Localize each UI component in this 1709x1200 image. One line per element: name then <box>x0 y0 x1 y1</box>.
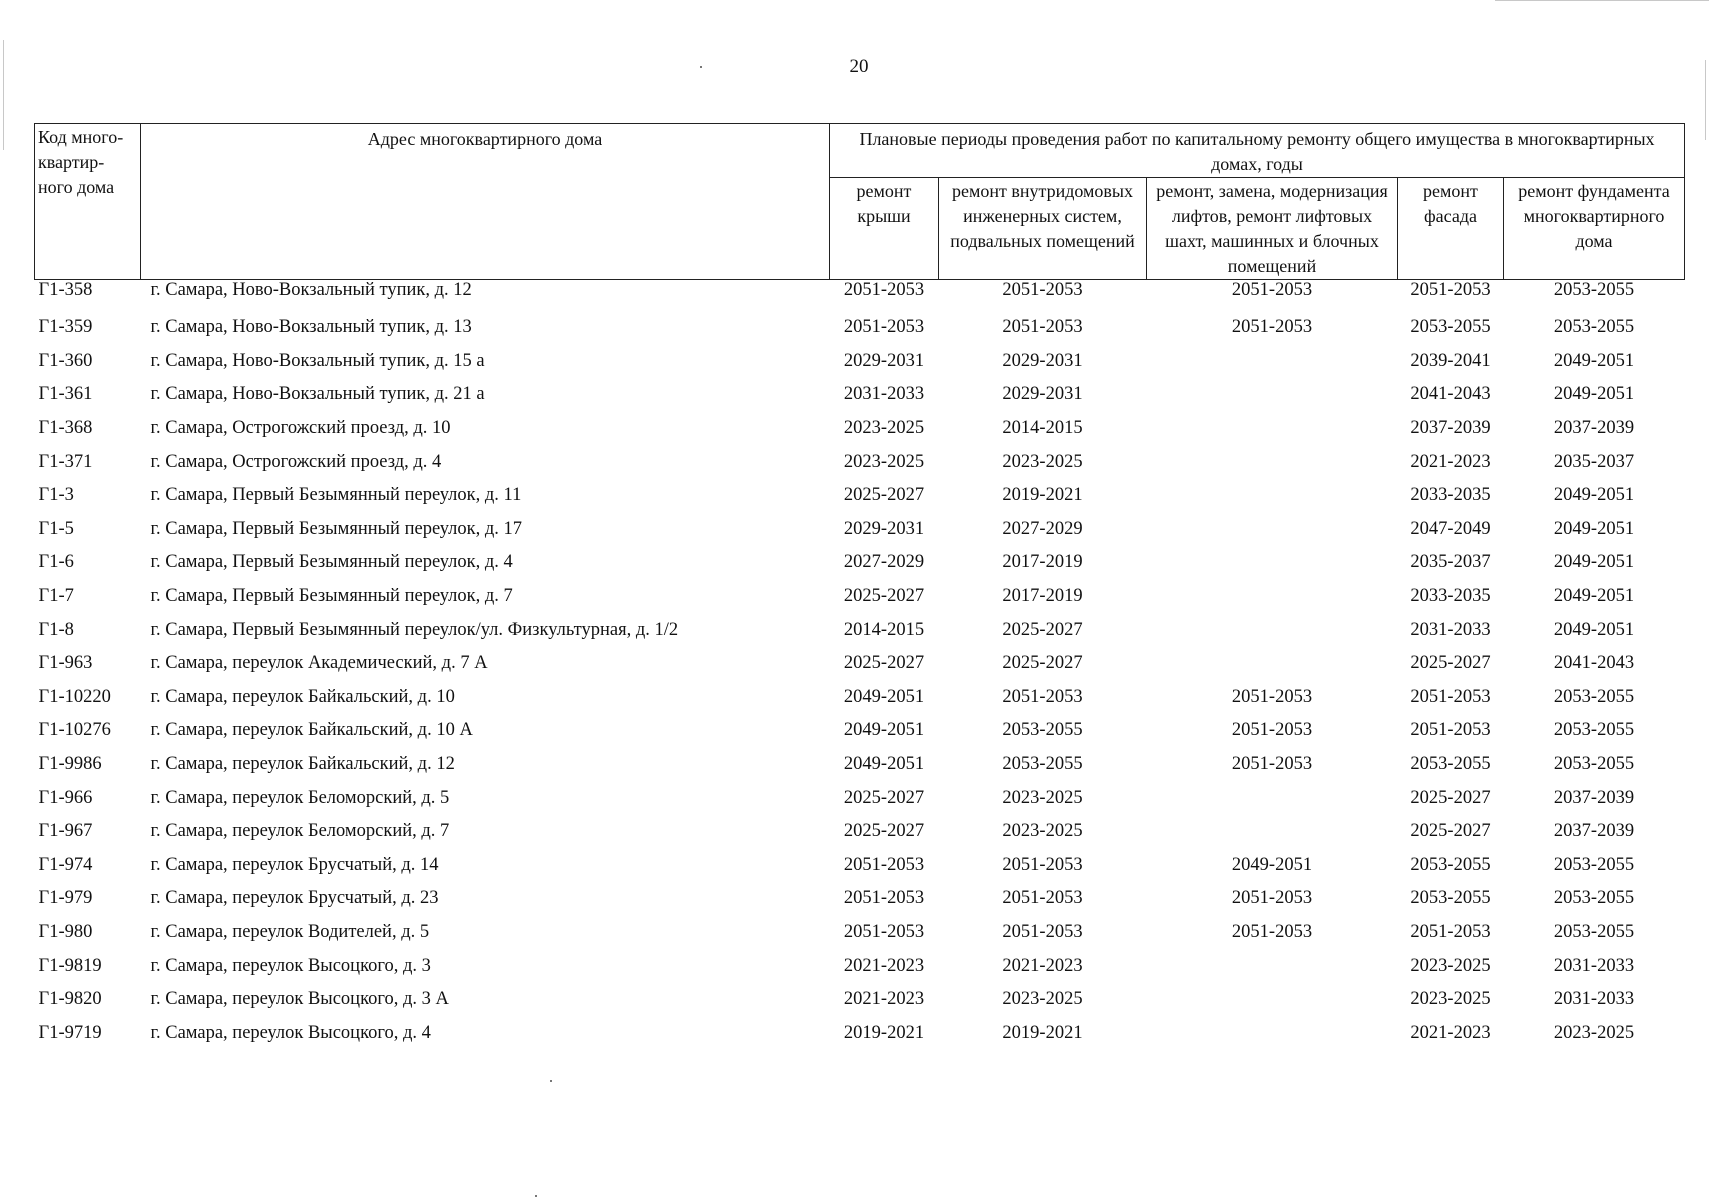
facade-period: 2051-2053 <box>1410 686 1491 707</box>
building-address: г. Самара, переулок Беломорский, д. 5 <box>150 787 450 808</box>
facade-period: 2031-2033 <box>1410 619 1491 640</box>
building-address: г. Самара, Первый Безымянный переулок/ул. Физкультурная, д. 1/2 <box>150 619 679 640</box>
elevators-period: 2051-2053 <box>1231 888 1313 909</box>
roof-period: 2019-2021 <box>843 1022 925 1043</box>
elevators-period: 2051-2053 <box>1231 317 1313 338</box>
table-row <box>35 983 1685 1017</box>
foundation-period: 2049-2051 <box>1553 350 1635 371</box>
building-code: Г1-9820 <box>38 989 102 1010</box>
roof-period: 2051-2053 <box>843 317 925 338</box>
engineering-period: 2051-2053 <box>1002 317 1083 338</box>
elevators-period <box>1147 580 1398 614</box>
table-row <box>35 681 1685 715</box>
building-address: г. Самара, Первый Безымянный переулок, д. 7 <box>150 586 513 607</box>
roof-period: 2014-2015 <box>843 619 925 640</box>
elevators-period <box>1147 445 1398 479</box>
building-code: Г1-360 <box>38 350 93 371</box>
foundation-period: 2049-2051 <box>1553 619 1635 640</box>
engineering-period: 2023-2025 <box>1002 451 1083 472</box>
building-address: г. Самара, Первый Безымянный переулок, д. 17 <box>150 518 523 539</box>
table-row <box>35 580 1685 614</box>
building-code: Г1-9986 <box>38 754 102 775</box>
building-code: Г1-359 <box>38 317 93 338</box>
building-code: Г1-358 <box>38 280 93 300</box>
elevators-period <box>1147 479 1398 513</box>
building-address: г. Самара, переулок Водителей, д. 5 <box>150 921 430 942</box>
facade-period: 2033-2035 <box>1410 586 1491 607</box>
table-row <box>35 513 1685 547</box>
building-address: г. Самара, переулок Байкальский, д. 10 <box>150 686 455 707</box>
roof-period: 2051-2053 <box>843 921 925 942</box>
building-code: Г1-10220 <box>38 686 111 707</box>
roof-period: 2049-2051 <box>843 754 925 775</box>
roof-period: 2029-2031 <box>843 350 925 371</box>
facade-period: 2053-2055 <box>1410 754 1491 775</box>
foundation-period: 2049-2051 <box>1553 552 1635 573</box>
facade-period: 2037-2039 <box>1410 418 1491 439</box>
engineering-period: 2029-2031 <box>1002 350 1083 371</box>
foundation-period: 2041-2043 <box>1553 653 1635 674</box>
column-header-address: Адрес многоквартирного дома <box>141 124 830 280</box>
engineering-period: 2014-2015 <box>1002 418 1083 439</box>
foundation-period: 2053-2055 <box>1553 686 1635 707</box>
engineering-period: 2019-2021 <box>1002 485 1083 506</box>
table-row <box>35 748 1685 782</box>
foundation-period: 2037-2039 <box>1553 787 1635 808</box>
engineering-period: 2051-2053 <box>1002 921 1083 942</box>
table-row <box>35 546 1685 580</box>
roof-period: 2049-2051 <box>843 720 925 741</box>
table-header <box>35 124 1685 280</box>
roof-period: 2051-2053 <box>843 280 925 300</box>
facade-period: 2051-2053 <box>1410 280 1491 300</box>
building-address: г. Самара, Ново-Вокзальный тупик, д. 21 а <box>150 384 485 405</box>
engineering-period: 2051-2053 <box>1002 686 1083 707</box>
roof-period: 2051-2053 <box>843 888 925 909</box>
elevators-period <box>1147 378 1398 412</box>
building-code: Г1-371 <box>38 451 93 472</box>
table-row <box>35 849 1685 883</box>
table-row <box>35 280 1685 312</box>
facade-period: 2053-2055 <box>1410 854 1491 875</box>
facade-period: 2051-2053 <box>1410 921 1491 942</box>
column-header-foundation: ремонт фундамента многоквартирного дома <box>1504 178 1685 280</box>
engineering-period: 2051-2053 <box>1002 854 1083 875</box>
table-row <box>35 647 1685 681</box>
elevators-period <box>1147 949 1398 983</box>
facade-period: 2035-2037 <box>1410 552 1491 573</box>
table-row <box>35 781 1685 815</box>
engineering-period: 2023-2025 <box>1002 787 1083 808</box>
engineering-period: 2019-2021 <box>1002 1022 1083 1043</box>
facade-period: 2021-2023 <box>1410 451 1491 472</box>
foundation-period: 2053-2055 <box>1553 888 1635 909</box>
elevators-period <box>1147 1016 1398 1050</box>
facade-period: 2047-2049 <box>1410 518 1491 539</box>
engineering-period: 2025-2027 <box>1002 619 1083 640</box>
building-code: Г1-974 <box>38 854 93 875</box>
elevators-period: 2051-2053 <box>1231 720 1313 741</box>
table-row <box>35 613 1685 647</box>
page-number: 20 <box>849 56 869 77</box>
scan-speck <box>535 1195 537 1197</box>
building-code: Г1-8 <box>38 619 74 640</box>
column-header-elevators: ремонт, замена, модернизация лифтов, ремонт лифтовых шахт, машинных и блочных помещений <box>1147 178 1398 280</box>
facade-period: 2039-2041 <box>1410 350 1491 371</box>
table-row <box>35 714 1685 748</box>
scan-edge-top-right <box>1495 0 1709 1</box>
building-code: Г1-5 <box>38 518 74 539</box>
building-code: Г1-980 <box>38 921 93 942</box>
engineering-period: 2053-2055 <box>1002 720 1083 741</box>
facade-period: 2053-2055 <box>1410 317 1491 338</box>
facade-period: 2025-2027 <box>1410 821 1491 842</box>
building-code: Г1-966 <box>38 787 93 808</box>
building-address: г. Самара, переулок Высоцкого, д. 3 А <box>150 989 449 1010</box>
table-row <box>35 445 1685 479</box>
foundation-period: 2049-2051 <box>1553 586 1635 607</box>
elevators-period <box>1147 345 1398 379</box>
elevators-period: 2051-2053 <box>1231 754 1313 775</box>
building-code: Г1-963 <box>38 653 93 674</box>
building-address: г. Самара, переулок Брусчатый, д. 23 <box>150 888 439 909</box>
roof-period: 2023-2025 <box>843 418 925 439</box>
foundation-period: 2031-2033 <box>1553 989 1635 1010</box>
roof-period: 2029-2031 <box>843 518 925 539</box>
building-address: г. Самара, Первый Безымянный переулок, д. 4 <box>150 552 513 573</box>
building-address: г. Самара, Острогожский проезд, д. 4 <box>150 451 442 472</box>
roof-period: 2027-2029 <box>843 552 925 573</box>
engineering-period: 2029-2031 <box>1002 384 1083 405</box>
roof-period: 2031-2033 <box>843 384 925 405</box>
elevators-period <box>1147 815 1398 849</box>
table-row <box>35 479 1685 513</box>
elevators-period <box>1147 647 1398 681</box>
foundation-period: 2049-2051 <box>1553 485 1635 506</box>
capital-repair-schedule-table <box>34 123 1685 1050</box>
table-row <box>35 916 1685 950</box>
facade-period: 2023-2025 <box>1410 955 1491 976</box>
building-code: Г1-7 <box>38 586 74 607</box>
engineering-period: 2053-2055 <box>1002 754 1083 775</box>
table-row <box>35 412 1685 446</box>
building-code: Г1-361 <box>38 384 93 405</box>
roof-period: 2025-2027 <box>843 485 925 506</box>
elevators-period: 2051-2053 <box>1231 921 1313 942</box>
building-address: г. Самара, Ново-Вокзальный тупик, д. 12 <box>150 280 472 300</box>
column-group-planned-periods: Плановые периоды проведения работ по капитальному ремонту общего имущества в многоквартирных домах, годы <box>830 124 1685 178</box>
elevators-period <box>1147 983 1398 1017</box>
foundation-period: 2035-2037 <box>1553 451 1635 472</box>
building-address: г. Самара, Острогожский проезд, д. 10 <box>150 418 451 439</box>
building-address: г. Самара, переулок Академический, д. 7 А <box>150 653 488 674</box>
foundation-period: 2053-2055 <box>1553 854 1635 875</box>
engineering-period: 2025-2027 <box>1002 653 1083 674</box>
facade-period: 2033-2035 <box>1410 485 1491 506</box>
building-code: Г1-9819 <box>38 955 102 976</box>
elevators-period <box>1147 546 1398 580</box>
column-header-engineering: ремонт внутридомовых инженерных систем, подвальных помещений <box>939 178 1147 280</box>
engineering-period: 2051-2053 <box>1002 280 1083 300</box>
building-code: Г1-967 <box>38 821 93 842</box>
table-row <box>35 378 1685 412</box>
table-row <box>35 882 1685 916</box>
scan-speck <box>550 1080 552 1082</box>
roof-period: 2049-2051 <box>843 686 925 707</box>
roof-period: 2051-2053 <box>843 854 925 875</box>
facade-period: 2051-2053 <box>1410 720 1491 741</box>
foundation-period: 2023-2025 <box>1553 1022 1635 1043</box>
foundation-period: 2037-2039 <box>1553 821 1635 842</box>
facade-period: 2053-2055 <box>1410 888 1491 909</box>
table-row <box>35 345 1685 379</box>
roof-period: 2025-2027 <box>843 586 925 607</box>
building-address: г. Самара, Ново-Вокзальный тупик, д. 13 <box>150 317 472 338</box>
roof-period: 2021-2023 <box>843 955 925 976</box>
foundation-period: 2053-2055 <box>1553 280 1635 300</box>
engineering-period: 2051-2053 <box>1002 888 1083 909</box>
foundation-period: 2053-2055 <box>1553 754 1635 775</box>
building-address: г. Самара, переулок Высоцкого, д. 3 <box>150 955 431 976</box>
engineering-period: 2023-2025 <box>1002 989 1083 1010</box>
foundation-period: 2049-2051 <box>1553 518 1635 539</box>
building-code: Г1-3 <box>38 485 74 506</box>
roof-period: 2023-2025 <box>843 451 925 472</box>
foundation-period: 2053-2055 <box>1553 317 1635 338</box>
building-code: Г1-368 <box>38 418 93 439</box>
elevators-period <box>1147 513 1398 547</box>
building-code: Г1-10276 <box>38 720 111 741</box>
engineering-period: 2027-2029 <box>1002 518 1083 539</box>
elevators-period <box>1147 781 1398 815</box>
elevators-period <box>1147 412 1398 446</box>
building-code: Г1-979 <box>38 888 93 909</box>
engineering-period: 2023-2025 <box>1002 821 1083 842</box>
column-header-facade: ремонт фасада <box>1398 178 1504 280</box>
roof-period: 2021-2023 <box>843 989 925 1010</box>
column-header-code: Код много-квартир-ного дома <box>35 124 141 280</box>
foundation-period: 2053-2055 <box>1553 921 1635 942</box>
facade-period: 2041-2043 <box>1410 384 1491 405</box>
foundation-period: 2031-2033 <box>1553 955 1635 976</box>
roof-period: 2025-2027 <box>843 653 925 674</box>
elevators-period <box>1147 613 1398 647</box>
elevators-period: 2051-2053 <box>1231 280 1313 300</box>
facade-period: 2025-2027 <box>1410 787 1491 808</box>
building-address: г. Самара, переулок Байкальский, д. 12 <box>150 754 455 775</box>
table-row <box>35 1016 1685 1050</box>
building-address: г. Самара, Ново-Вокзальный тупик, д. 15 а <box>150 350 485 371</box>
building-code: Г1-9719 <box>38 1022 102 1043</box>
engineering-period: 2021-2023 <box>1002 955 1083 976</box>
elevators-period: 2051-2053 <box>1231 686 1313 707</box>
foundation-period: 2037-2039 <box>1553 418 1635 439</box>
foundation-period: 2049-2051 <box>1553 384 1635 405</box>
table-body <box>35 280 1685 1051</box>
table-row <box>35 949 1685 983</box>
facade-period: 2023-2025 <box>1410 989 1491 1010</box>
engineering-period: 2017-2019 <box>1002 586 1083 607</box>
building-address: г. Самара, переулок Байкальский, д. 10 А <box>150 720 473 741</box>
table-row <box>35 311 1685 345</box>
table-row <box>35 815 1685 849</box>
building-address: г. Самара, переулок Беломорский, д. 7 <box>150 821 450 842</box>
roof-period: 2025-2027 <box>843 787 925 808</box>
facade-period: 2025-2027 <box>1410 653 1491 674</box>
foundation-period: 2053-2055 <box>1553 720 1635 741</box>
roof-period: 2025-2027 <box>843 821 925 842</box>
building-address: г. Самара, переулок Брусчатый, д. 14 <box>150 854 439 875</box>
building-address: г. Самара, переулок Высоцкого, д. 4 <box>150 1022 431 1043</box>
column-header-roof: ремонт крыши <box>830 178 939 280</box>
elevators-period: 2049-2051 <box>1231 854 1313 875</box>
facade-period: 2021-2023 <box>1410 1022 1491 1043</box>
building-code: Г1-6 <box>38 552 74 573</box>
engineering-period: 2017-2019 <box>1002 552 1083 573</box>
building-address: г. Самара, Первый Безымянный переулок, д. 11 <box>150 485 522 506</box>
